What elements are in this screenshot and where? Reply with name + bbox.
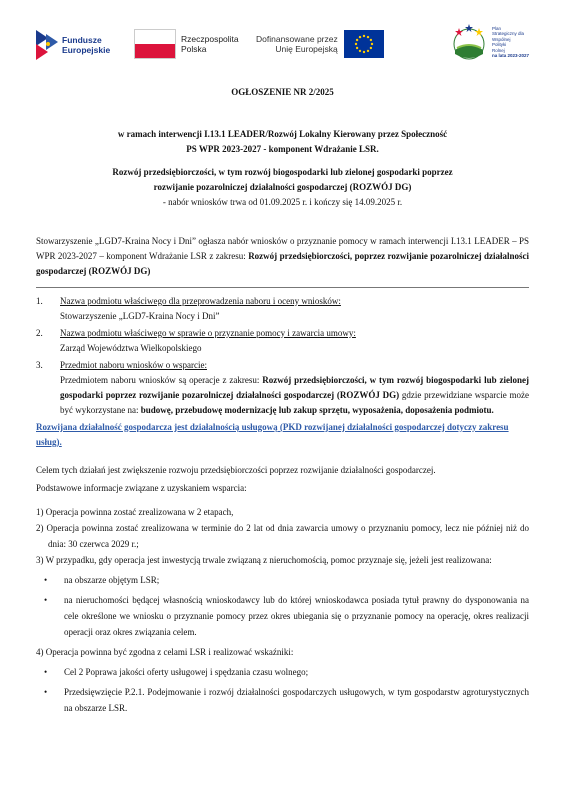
item-value: Zarząd Województwa Wielkopolskiego (60, 342, 202, 353)
plan-label-1: Plan (491, 25, 501, 31)
numbered-list (36, 294, 529, 418)
plan-label-6: na lata 2023-2027 (491, 53, 529, 58)
polska-label-2: Polska (181, 44, 207, 54)
plan-label-4: Polityki (491, 42, 507, 47)
item-heading: Przedmiot naboru wniosków o wsparcie: (60, 359, 207, 370)
basic-info-heading: Podstawowe informacje związane z uzyskaniem wsparcia: (36, 482, 247, 493)
list-item (36, 358, 529, 418)
list-item (36, 572, 529, 588)
condition-3: 3) W przypadku, gdy operacja jest inwestycją trwale związaną z nieruchomością, pomoc przyznaje się, jeżeli jest realizowana: (36, 554, 492, 565)
eu-funding-logo (256, 30, 384, 58)
logo-bar (36, 22, 529, 82)
bullet-icon: • (44, 666, 48, 677)
polska-label-1: Rzeczpospolita (181, 34, 239, 44)
condition-1: 1) Operacja powinna zostać zrealizowana w 2 etapach, (36, 506, 234, 517)
scope-line-1: Rozwój przedsiębiorczości, w tym rozwój biogospodarki lub zielonej gospodarki poprzez (112, 166, 453, 177)
list-item (36, 326, 529, 356)
intro-paragraph (36, 234, 529, 279)
item-number: 3. (36, 359, 43, 370)
bullet-text: na nieruchomości będącej własnością wnioskodawcy lub do której wnioskodawca posiada tytuł prawny do dysponowania na cele określone we wniosku o przyznanie pomocy przez okres ubiegania się o przyznanie pomocy na operację, okres realizacji operacji oraz okres związania celem. (64, 594, 529, 637)
condition-2: 2) Operacja powinna zostać zrealizowana w terminie do 2 lat od dnia zawarcia umowy o przyznaniu pomocy, lecz nie później niż do dnia: 30 czerwca 2029 r.; (36, 522, 529, 549)
polish-flag-icon (134, 29, 176, 59)
plan-strategiczny-logo (449, 22, 529, 62)
intervention-line-1: w ramach interwencji I.13.1 LEADER/Rozwój Lokalny Kierowany przez Społeczność (117, 128, 448, 139)
plan-label-3: Wspólnej (491, 36, 511, 42)
item3-text-4: budowę, przebudowę modernizację lub zakup sprzętu, wyposażenia, doposażenia podmiotu. (140, 404, 494, 415)
rzeczpospolita-polska-logo (134, 29, 239, 59)
fundusze-label-2: Europejskie (62, 45, 111, 55)
condition-4: 4) Operacja powinna być zgodna z celami LSR i realizować wskaźniki: (36, 646, 294, 657)
item3-text-3: gdzie przewidziane wsparcie może być wykorzystane na: (60, 389, 529, 415)
plan-label-2: Strategiczny dla (491, 31, 524, 36)
bullet-icon: • (44, 594, 48, 605)
bullet-text: na obszarze objętym LSR; (64, 574, 160, 585)
plan-strategiczny-icon (449, 22, 489, 62)
bullet-text: Cel 2 Poprawa jakości oferty usługowej i spędzania czasu wolnego; (64, 666, 309, 677)
goal-paragraph: Celem tych działań jest zwiększenie rozwoju przedsiębiorczości poprzez rozwijanie działalności gospodarczej. (36, 464, 436, 475)
fundusze-europejskie-icon (36, 30, 58, 60)
scope-line-2: rozwijanie pozarolniczej działalności gospodarczej (ROZWÓJ DG) (153, 181, 412, 192)
list-item (36, 294, 529, 324)
bullet-icon: • (44, 574, 48, 585)
dates-line: - nabór wniosków trwa od 01.09.2025 r. i kończy się 14.09.2025 r. (162, 196, 403, 207)
announcement-title: OGŁOSZENIE NR 2/2025 (231, 87, 334, 97)
bullet-list-3 (36, 572, 529, 640)
bullet-text: Przedsięwzięcie P.2.1. Podejmowanie i rozwój działalności gospodarczych usługowych, w tym gospodarstw agroturystycznych na obszarze LSR. (64, 686, 529, 713)
plan-label-5: Rolnej (491, 47, 505, 53)
item3-text-1: Przedmiotem naboru wniosków są operacje z zakresu: (60, 374, 263, 385)
ue-label-2: Unię Europejską (275, 44, 338, 54)
item-value: Stowarzyszenie „LGD7-Kraina Nocy i Dni” (60, 310, 220, 321)
item-number: 1. (36, 295, 43, 306)
bullet-icon: • (44, 686, 48, 697)
item-number: 2. (36, 327, 43, 338)
list-item (36, 684, 529, 716)
item-heading: Nazwa podmiotu właściwego w sprawie o przyznanie pomocy i zawarcia umowy: (60, 327, 356, 338)
divider (36, 287, 529, 288)
intervention-line-2: PS WPR 2023-2027 - komponent Wdrażanie LSR. (186, 143, 379, 154)
fundusze-label-1: Fundusze (62, 35, 102, 45)
fundusze-europejskie-logo (36, 30, 110, 60)
list-item (36, 664, 529, 680)
list-item (36, 592, 529, 640)
document-body (36, 78, 529, 720)
intro-bold-text: Rozwój przedsiębiorczości, poprzez rozwijanie pozarolniczej działalności gospodarczej (ROZWÓJ DG) (36, 250, 529, 276)
service-activity-link[interactable]: Rozwijana działalność gospodarcza jest działalnością usługową (PKD rozwijanej działalności gospodarczej dotyczy zakresu usług). (36, 421, 509, 447)
item-heading: Nazwa podmiotu właściwego dla przeprowadzenia naboru i oceny wniosków: (60, 295, 341, 306)
intro-text: Stowarzyszenie „LGD7-Kraina Nocy i Dni” ogłasza nabór wniosków o przyznanie pomocy w ramach interwencji I.13.1 LEADER – PS WPR 2023-2027 – komponent Wdrażanie LSR z zakresu: (36, 235, 529, 261)
item3-text-2: Rozwój przedsiębiorczości, w tym rozwój biogospodarki lub zielonej gospodarki poprzez rozwijanie pozarolniczej działalności gospodarczej (ROZWÓJ DG) (60, 374, 529, 400)
bullet-list-4 (36, 664, 529, 716)
ue-label-1: Dofinansowane przez (256, 34, 338, 44)
eu-flag-icon (344, 30, 384, 58)
item3-description (60, 373, 529, 418)
